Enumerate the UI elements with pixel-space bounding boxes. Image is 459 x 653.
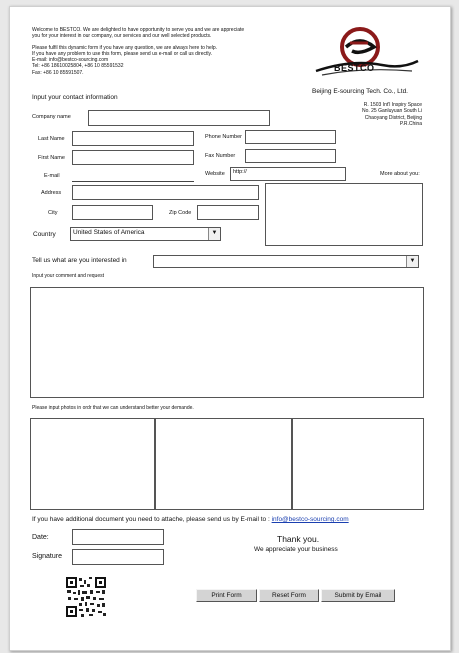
city-field[interactable] bbox=[72, 205, 153, 220]
zip-label: Zip Code bbox=[169, 210, 192, 216]
address-line-2: No. 25 Ganluyuan South Li bbox=[361, 108, 422, 115]
logo-text: BESTCO bbox=[334, 63, 375, 73]
last-name-field[interactable] bbox=[72, 131, 194, 146]
intro-fax: Fax: +86 10 85591507. bbox=[32, 69, 84, 76]
signature-field[interactable] bbox=[72, 549, 164, 565]
address-field[interactable] bbox=[72, 185, 259, 200]
first-name-label: First Name bbox=[38, 155, 65, 161]
intro-line-1: Welcome to BESTCO. We are delighted to have opportunity to serve you and we are appreciate bbox=[32, 27, 245, 33]
city-label: City bbox=[48, 210, 58, 216]
email-field[interactable] bbox=[72, 181, 194, 182]
address-line-4: P.R.China bbox=[399, 120, 422, 127]
comment-label: Input your comment and request bbox=[32, 273, 104, 279]
intro-text bbox=[32, 27, 332, 76]
comment-field[interactable] bbox=[30, 287, 424, 398]
website-field[interactable]: http:// bbox=[230, 167, 346, 181]
reset-form-button[interactable]: Reset Form bbox=[259, 589, 319, 602]
photo-box-2[interactable] bbox=[155, 418, 292, 510]
print-form-button[interactable]: Print Form bbox=[196, 589, 257, 602]
fax-field[interactable] bbox=[245, 149, 336, 163]
more-about-field[interactable] bbox=[265, 183, 423, 246]
attach-email-link[interactable]: info@bestco-sourcing.com bbox=[271, 516, 349, 523]
photo-box-1[interactable] bbox=[30, 418, 155, 510]
address-label: Address bbox=[41, 190, 62, 196]
company-address bbox=[310, 102, 422, 127]
company-name: Beijing E-sourcing Tech. Co., Ltd. bbox=[312, 88, 408, 95]
address-line-3: Chaoyang District, Beijing bbox=[364, 114, 422, 121]
phone-field[interactable] bbox=[245, 130, 336, 144]
date-field[interactable] bbox=[72, 529, 164, 545]
last-name-label: Last Name bbox=[38, 136, 65, 142]
intro-line-4: If you have any problem to use this form, please send us e-mail or call us directly. bbox=[32, 50, 212, 57]
contact-heading: Input your contact information bbox=[32, 94, 118, 101]
thanks-text: Thank you. bbox=[277, 534, 320, 544]
intro-line-3: Please fulfil this dynamic form if you have any question, we are always here to help. bbox=[32, 44, 218, 51]
date-label: Date: bbox=[32, 534, 49, 541]
chevron-down-icon[interactable]: ▼ bbox=[208, 228, 220, 240]
country-label: Country bbox=[33, 231, 56, 238]
attach-text bbox=[32, 516, 349, 523]
bestco-logo-icon bbox=[312, 25, 422, 87]
country-select[interactable] bbox=[70, 227, 221, 241]
company-name-label: Company name bbox=[32, 114, 71, 120]
interest-label: Tell us what are you interested in bbox=[32, 257, 127, 264]
photo-box-3[interactable] bbox=[292, 418, 424, 510]
submit-by-email-button[interactable]: Submit by Email bbox=[321, 589, 395, 602]
country-value: United States of America bbox=[73, 229, 145, 236]
intro-email: E-mail: info@bestco-sourcing.com bbox=[32, 57, 109, 64]
interest-select[interactable] bbox=[153, 255, 419, 268]
website-label: Website bbox=[205, 171, 225, 177]
appreciate-text: We appreciate your business bbox=[254, 546, 338, 553]
phone-label: Phone Number bbox=[205, 134, 242, 140]
qr-code-icon bbox=[65, 576, 107, 618]
more-about-label: More about you: bbox=[380, 171, 420, 177]
attach-text-label: If you have additional document you need to attache, please send us by E-mail to : bbox=[32, 516, 272, 523]
intro-line-2: you for your interest in our company, our services and our well selected products. bbox=[32, 33, 212, 40]
intro-tel: Tel: +86 18610025804, +86 10 85591532 bbox=[32, 63, 124, 70]
signature-label: Signature bbox=[32, 553, 62, 560]
address-line-1: R. 1503 Int'l Inspiry Space bbox=[363, 102, 422, 108]
zip-field[interactable] bbox=[197, 205, 259, 220]
fax-label: Fax Number bbox=[205, 153, 236, 159]
chevron-down-icon[interactable]: ▼ bbox=[406, 256, 418, 267]
first-name-field[interactable] bbox=[72, 150, 194, 165]
company-name-field[interactable] bbox=[88, 110, 270, 126]
form-page bbox=[9, 6, 451, 651]
email-label: E-mail bbox=[44, 173, 60, 179]
photos-label: Please input photos in ordr that we can understand better your demande. bbox=[32, 405, 194, 411]
